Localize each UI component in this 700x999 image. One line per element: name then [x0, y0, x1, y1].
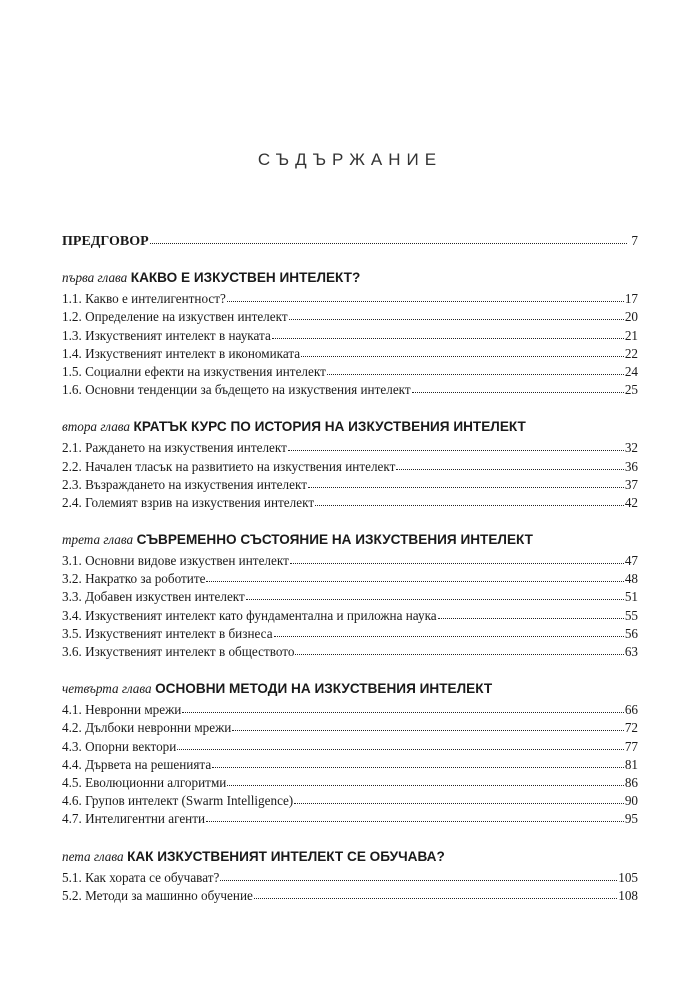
dot-leader: [327, 364, 624, 376]
toc-entry[interactable]: [62, 476, 638, 494]
toc-page-number: 21: [624, 327, 638, 343]
toc-entry-label: 4.4. Дървета на решенията: [62, 756, 212, 772]
dot-leader: [150, 233, 627, 245]
dot-leader: [206, 811, 624, 823]
dot-leader: [295, 644, 623, 656]
toc-page-number: 17: [624, 291, 638, 307]
toc-page-number: 20: [624, 309, 638, 325]
toc-entry[interactable]: [62, 363, 638, 381]
dot-leader: [289, 309, 624, 321]
chapter-heading[interactable]: [62, 530, 638, 551]
toc-page-number: 56: [624, 625, 638, 641]
chapter-title: КРАТЪК КУРС ПО ИСТОРИЯ НА ИЗКУСТВЕНИЯ ИНТЕЛЕКТ: [133, 419, 526, 435]
dot-leader: [227, 291, 624, 303]
toc-entry-label: 3.3. Добавен изкуствен интелект: [62, 589, 245, 605]
toc-entry-label: 4.7. Интелигентни агенти: [62, 811, 206, 827]
toc-entry-label: 2.2. Начален тласък на развитието на изкуствения интелект: [62, 458, 396, 474]
toc-page-number: 66: [624, 702, 638, 718]
toc-page-number: 32: [624, 440, 638, 456]
toc-entry-label: 2.1. Раждането на изкуствения интелект: [62, 440, 287, 456]
chapter-list: [62, 268, 638, 905]
chapter-number: трета глава: [62, 532, 134, 548]
dot-leader: [301, 346, 624, 358]
chapter-title: СЪВРЕМЕННО СЪСТОЯНИЕ НА ИЗКУСТВЕНИЯ ИНТЕЛЕКТ: [136, 532, 533, 548]
dot-leader: [254, 888, 617, 900]
toc-entry[interactable]: [62, 458, 638, 476]
toc-page-number: 7: [631, 233, 638, 248]
chapter-section: [62, 847, 638, 905]
toc-entry-label: 1.4. Изкуственият интелект в икономиката: [62, 345, 301, 361]
toc-entry-label: 1.6. Основни тенденции за бъдещето на изкуствения интелект: [62, 382, 411, 398]
toc-entry[interactable]: [62, 869, 638, 887]
toc-page-number: 51: [624, 589, 638, 605]
chapter-title: КАК ИЗКУСТВЕНИЯТ ИНТЕЛЕКТ СЕ ОБУЧАВА?: [127, 848, 445, 864]
toc-page-number: 95: [624, 811, 638, 827]
toc-entry[interactable]: [62, 570, 638, 588]
toc-entry[interactable]: [62, 327, 638, 345]
toc-page-number: 22: [624, 345, 638, 361]
chapter-number: втора глава: [62, 419, 131, 435]
toc-entry-label: 5.1. Как хората се обучават?: [62, 869, 220, 885]
toc-entry[interactable]: [62, 494, 638, 512]
toc-entry-label: 5.2. Методи за машинно обучение: [62, 887, 253, 903]
toc-entry[interactable]: [62, 738, 638, 756]
dot-leader: [438, 608, 624, 620]
toc-page-number: 25: [624, 382, 638, 398]
chapter-section: [62, 530, 638, 661]
dot-leader: [412, 382, 624, 394]
toc-entry-preface[interactable]: [62, 232, 638, 250]
dot-leader: [206, 571, 623, 583]
toc-entry[interactable]: [62, 810, 638, 828]
toc-page-number: 90: [624, 793, 638, 809]
toc-entry-label: 1.5. Социални ефекти на изкуствения интелект: [62, 363, 326, 379]
toc-entry[interactable]: [62, 701, 638, 719]
toc-entry[interactable]: [62, 774, 638, 792]
toc-page-number: 105: [618, 869, 638, 885]
dot-leader: [220, 870, 617, 882]
toc-page-number: 37: [624, 476, 638, 492]
toc-page-number: 72: [624, 720, 638, 736]
toc-page-number: 24: [624, 363, 638, 379]
toc-entry-label: 4.3. Опорни вектори: [62, 738, 177, 754]
toc-entry-label: 3.1. Основни видове изкуствен интелект: [62, 553, 289, 569]
chapter-title: ОСНОВНИ МЕТОДИ НА ИЗКУСТВЕНИЯ ИНТЕЛЕКТ: [155, 681, 493, 697]
chapter-heading[interactable]: [62, 679, 638, 700]
toc-entry[interactable]: [62, 439, 638, 457]
toc-entry[interactable]: [62, 887, 638, 905]
toc-entry[interactable]: [62, 552, 638, 570]
toc-page-number: 81: [624, 756, 638, 772]
toc-page-number: 55: [624, 607, 638, 623]
chapter-number: първа глава: [62, 270, 128, 286]
dot-leader: [274, 626, 624, 638]
chapter-heading[interactable]: [62, 417, 638, 438]
toc-page-number: 48: [624, 571, 638, 587]
toc-entry[interactable]: [62, 381, 638, 399]
toc-page-number: 86: [624, 774, 638, 790]
toc-entry-label: 3.4. Изкуственият интелект като фундаментална и приложна наука: [62, 607, 437, 623]
toc-entry-label: 1.2. Определение на изкуствен интелект: [62, 309, 288, 325]
chapter-number: четвърта глава: [62, 681, 152, 697]
toc-entry-label: ПРЕДГОВОР: [62, 234, 149, 249]
toc-entry[interactable]: [62, 719, 638, 737]
toc-entry-label: 4.6. Групов интелект (Swarm Intelligence): [62, 793, 294, 809]
dot-leader: [182, 702, 624, 714]
toc-entry[interactable]: [62, 756, 638, 774]
dot-leader: [288, 440, 624, 452]
toc-entry-label: 4.1. Невронни мрежи: [62, 702, 182, 718]
toc-entry[interactable]: [62, 643, 638, 661]
toc-entry[interactable]: [62, 345, 638, 363]
dot-leader: [396, 459, 623, 471]
toc-page-number: 63: [624, 644, 638, 659]
toc-page-number: 47: [624, 553, 638, 569]
toc-page-number: 36: [624, 458, 638, 474]
dot-leader: [315, 495, 624, 507]
toc-entry-label: 1.1. Какво е интелигентност?: [62, 291, 226, 307]
toc-entry[interactable]: [62, 625, 638, 643]
toc-entry-label: 1.3. Изкуственият интелект в науката: [62, 327, 271, 343]
toc-page-number: 108: [618, 887, 638, 903]
toc-entry-label: 3.5. Изкуственият интелект в бизнеса: [62, 625, 273, 641]
toc-entry-label: 3.6. Изкуственият интелект в обществото: [62, 644, 295, 659]
dot-leader: [227, 775, 623, 787]
toc-entry[interactable]: [62, 792, 638, 810]
page-title: СЪДЪРЖАНИЕ: [257, 150, 443, 169]
toc-entry-label: 2.4. Големият взрив на изкуствения интелект: [62, 494, 315, 510]
toc-entry-label: 2.3. Възраждането на изкуствения интелект: [62, 476, 307, 492]
chapter-section: [62, 268, 638, 399]
dot-leader: [246, 589, 624, 601]
toc-entry-label: 3.2. Накратко за роботите: [62, 571, 206, 587]
toc-entry[interactable]: [62, 588, 638, 606]
chapter-number: пета глава: [62, 848, 124, 864]
toc-entry-label: 4.5. Еволюционни алгоритми: [62, 774, 227, 790]
chapter-heading[interactable]: [62, 847, 638, 868]
dot-leader: [212, 757, 624, 769]
dot-leader: [232, 720, 624, 732]
chapter-heading[interactable]: [62, 268, 638, 289]
chapter-title: КАКВО Е ИЗКУСТВЕН ИНТЕЛЕКТ?: [130, 270, 361, 286]
dot-leader: [308, 477, 624, 489]
toc-page-number: 77: [624, 738, 638, 754]
dot-leader: [272, 328, 624, 340]
toc-page-number: 42: [624, 494, 638, 510]
toc-entry-label: 4.2. Дълбоки невронни мрежи: [62, 720, 232, 736]
dot-leader: [177, 739, 623, 751]
toc-entry[interactable]: [62, 607, 638, 625]
dot-leader: [290, 553, 624, 565]
toc-entry[interactable]: [62, 290, 638, 308]
chapter-section: [62, 679, 638, 828]
table-of-contents: [62, 232, 638, 905]
chapter-section: [62, 417, 638, 512]
toc-entry[interactable]: [62, 308, 638, 326]
dot-leader: [294, 793, 624, 805]
